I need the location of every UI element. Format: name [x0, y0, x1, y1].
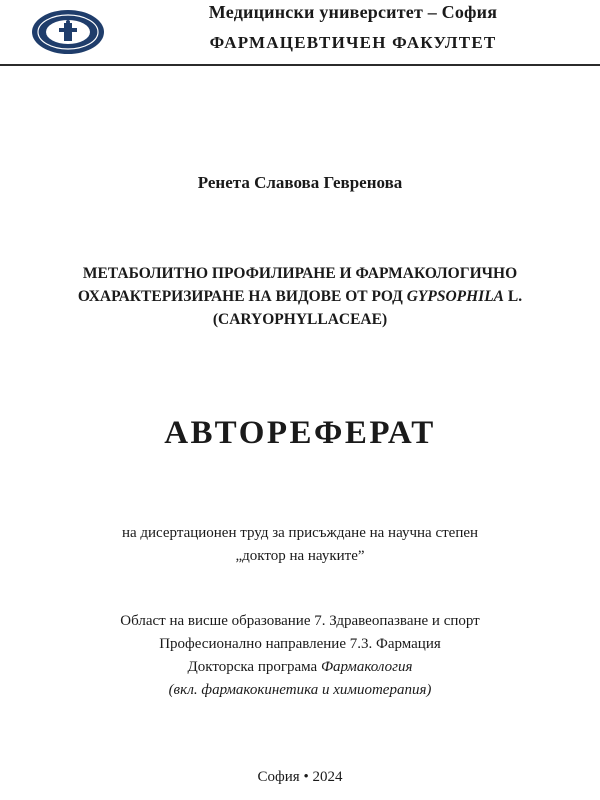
university-seal-icon: [30, 8, 106, 56]
program-prefix: Докторска програма: [187, 659, 318, 675]
purpose-line-1: на дисертационен труд за присъждане на научна степен: [121, 525, 479, 541]
purpose-line-2: „доктор на науките”: [235, 548, 365, 564]
title-line-3: (CARYOPHYLLACEAE): [212, 311, 388, 328]
education-area: Област на висше образование 7. Здравеопазване и спорт: [120, 613, 480, 629]
header-divider: [0, 64, 600, 66]
title-line-1: МЕТАБОЛИТНО ПРОФИЛИРАНЕ И ФАРМАКОЛОГИЧНО: [82, 265, 518, 282]
purpose-statement: [0, 522, 600, 568]
faculty-name: ФАРМАЦЕВТИЧЕН ФАКУЛТЕТ: [209, 33, 497, 52]
program-name: Фармакология: [320, 659, 413, 675]
doctoral-program: [0, 656, 600, 679]
thesis-title: [0, 262, 600, 331]
page-header: [0, 0, 600, 64]
education-fields: [0, 610, 600, 702]
professional-direction: Професионално направление 7.3. Фармация: [159, 636, 441, 652]
title-genus: GYPSOPHILA: [406, 288, 505, 305]
program-detail: (вкл. фармакокинетика и химиотерапия): [168, 682, 432, 698]
title-line-2-prefix: ОХАРАКТЕРИЗИРАНЕ НА ВИДОВЕ ОТ РОД: [77, 288, 403, 305]
title-line-2: [0, 285, 600, 308]
place-and-year: София • 2024: [257, 769, 343, 785]
document-type-heading: АВТОРЕФЕРАТ: [164, 415, 436, 451]
author-name: Ренета Славова Гевренова: [197, 173, 403, 192]
university-name: Медицински университет – София: [208, 2, 498, 22]
title-line-2-suffix: L.: [507, 288, 523, 305]
